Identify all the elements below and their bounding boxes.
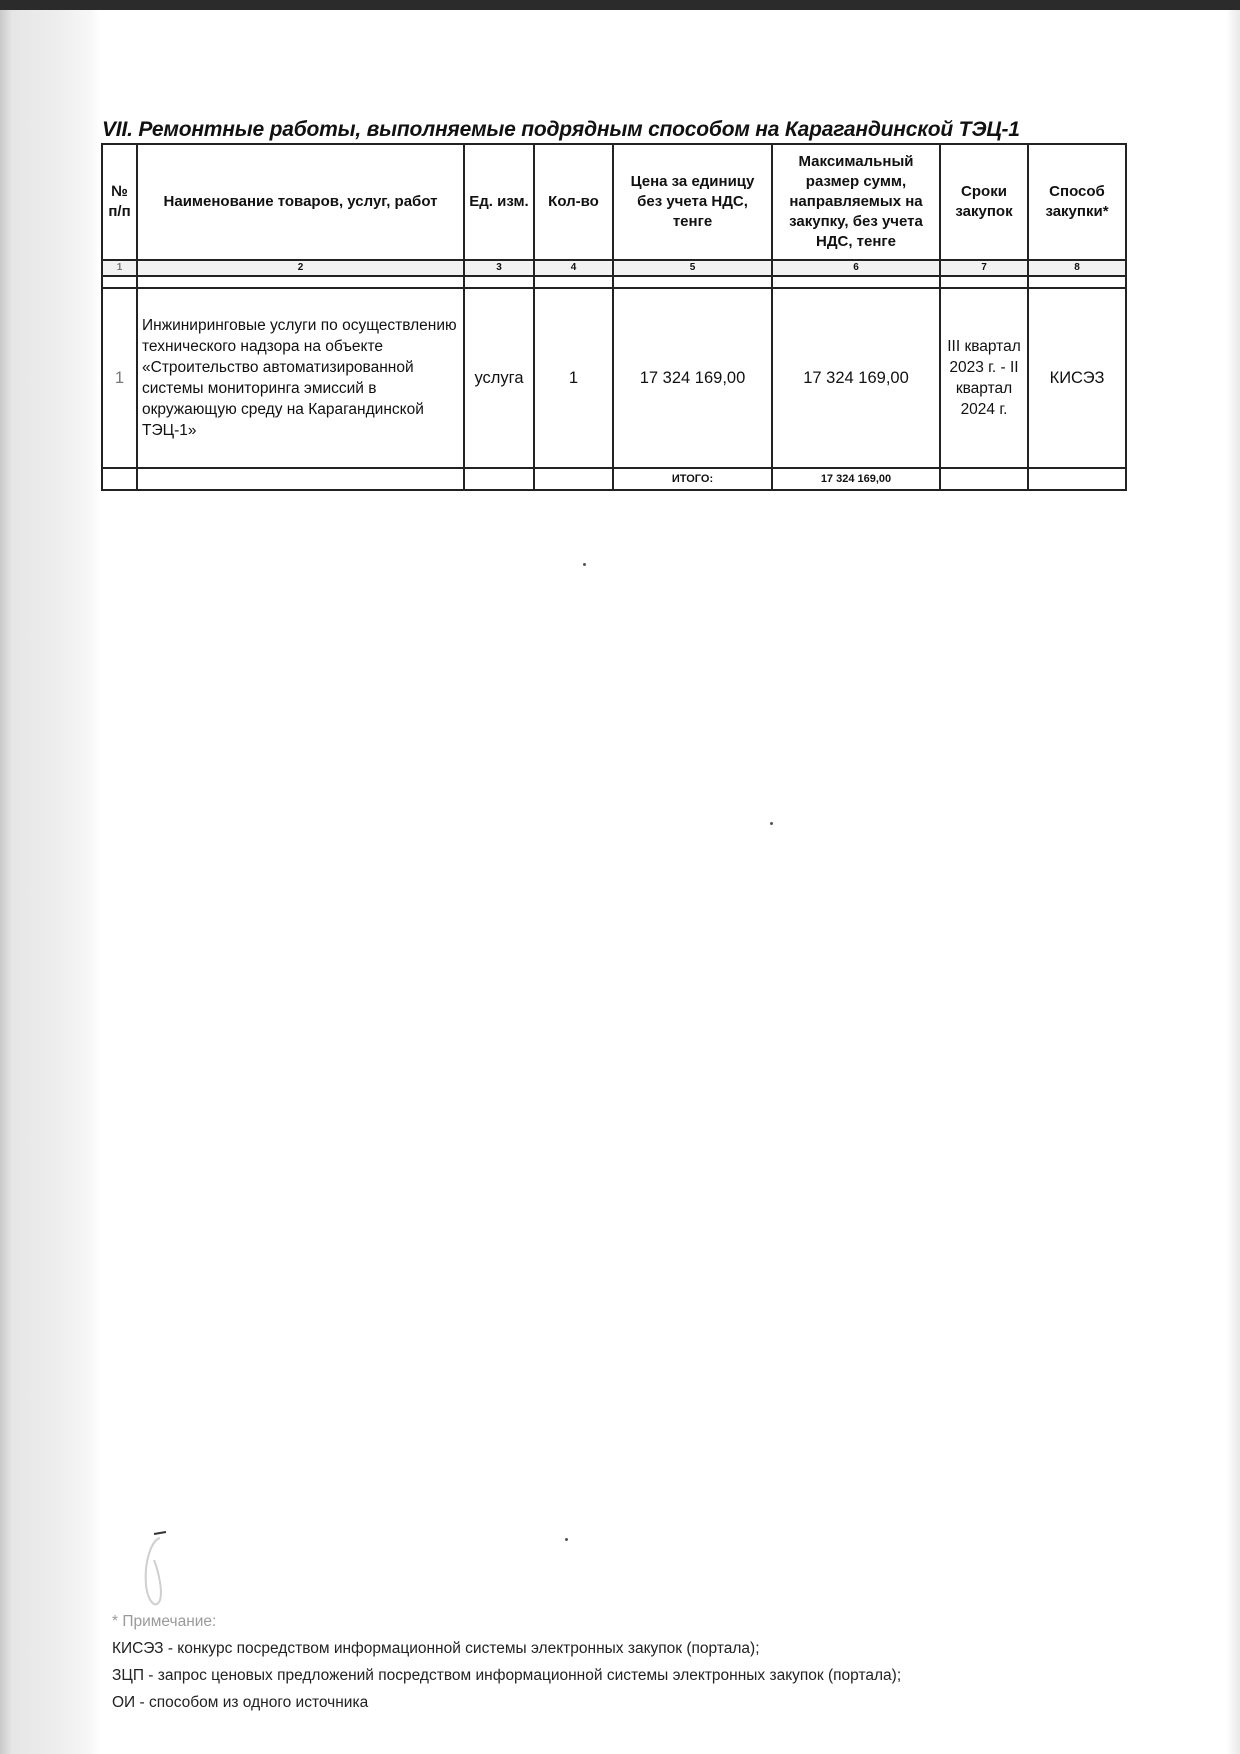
scan-speck	[770, 822, 773, 825]
cell-price: 17 324 169,00	[613, 288, 772, 468]
footnote-line: КИСЭЗ - конкурс посредством информационной системы электронных закупок (портала);	[112, 1640, 760, 1657]
column-number: 2	[137, 260, 464, 276]
total-empty-cell	[1028, 468, 1126, 490]
header-qty: Кол-во	[534, 144, 613, 260]
spacer-cell	[940, 276, 1028, 288]
spacer-row	[102, 276, 1126, 288]
section-title: VII. Ремонтные работы, выполняемые подрядным способом на Карагандинской ТЭЦ-1	[102, 118, 1020, 141]
total-label: ИТОГО:	[613, 468, 772, 490]
scan-speck	[565, 1538, 568, 1541]
cell-period: III квартал 2023 г. - II квартал 2024 г.	[940, 288, 1028, 468]
footnote-line: ОИ - способом из одного источника	[112, 1694, 369, 1711]
column-number: 5	[613, 260, 772, 276]
cell-unit: услуга	[464, 288, 534, 468]
header-method: Способ закупки*	[1028, 144, 1126, 260]
scan-edge-right	[1226, 10, 1240, 1754]
procurement-table	[101, 143, 1127, 491]
cell-name: Инжиниринговые услуги по осуществлению технического надзора на объекте «Строительство автоматизированной системы мониторинга эмиссий в окружающую среду на Карагандинской ТЭЦ-1»	[137, 288, 464, 468]
total-empty-cell	[940, 468, 1028, 490]
cell-qty: 1	[534, 288, 613, 468]
scan-speck	[583, 563, 586, 566]
spacer-cell	[534, 276, 613, 288]
footnote-heading: * Примечание:	[112, 1613, 217, 1630]
spacer-cell	[137, 276, 464, 288]
header-name: Наименование товаров, услуг, работ	[137, 144, 464, 260]
table-header-row	[102, 144, 1126, 260]
column-number: 3	[464, 260, 534, 276]
scan-edge-top	[0, 0, 1240, 10]
total-empty-cell	[534, 468, 613, 490]
column-number: 7	[940, 260, 1028, 276]
column-number: 6	[772, 260, 940, 276]
total-empty-cell	[464, 468, 534, 490]
column-number: 1	[102, 260, 137, 276]
header-num: № п/п	[102, 144, 137, 260]
scan-edge-left	[0, 10, 100, 1754]
cell-method: КИСЭЗ	[1028, 288, 1126, 468]
spacer-cell	[464, 276, 534, 288]
header-period: Сроки закупок	[940, 144, 1028, 260]
spacer-cell	[102, 276, 137, 288]
column-number: 8	[1028, 260, 1126, 276]
cell-max-sum: 17 324 169,00	[772, 288, 940, 468]
column-number: 4	[534, 260, 613, 276]
header-price: Цена за единицу без учета НДС, тенге	[613, 144, 772, 260]
column-number-row	[102, 260, 1126, 276]
table-row	[102, 288, 1126, 468]
total-value: 17 324 169,00	[772, 468, 940, 490]
total-empty-cell	[102, 468, 137, 490]
footnote-line: ЗЦП - запрос ценовых предложений посредством информационной системы электронных закупок (портала);	[112, 1667, 902, 1684]
header-max-sum: Максимальный размер сумм, направляемых на закупку, без учета НДС, тенге	[772, 144, 940, 260]
cell-num: 1	[102, 288, 137, 468]
total-row	[102, 468, 1126, 490]
footnotes	[112, 1608, 1112, 1716]
spacer-cell	[1028, 276, 1126, 288]
signature-mark	[130, 1530, 190, 1620]
total-empty-cell	[137, 468, 464, 490]
spacer-cell	[613, 276, 772, 288]
header-unit: Ед. изм.	[464, 144, 534, 260]
spacer-cell	[772, 276, 940, 288]
